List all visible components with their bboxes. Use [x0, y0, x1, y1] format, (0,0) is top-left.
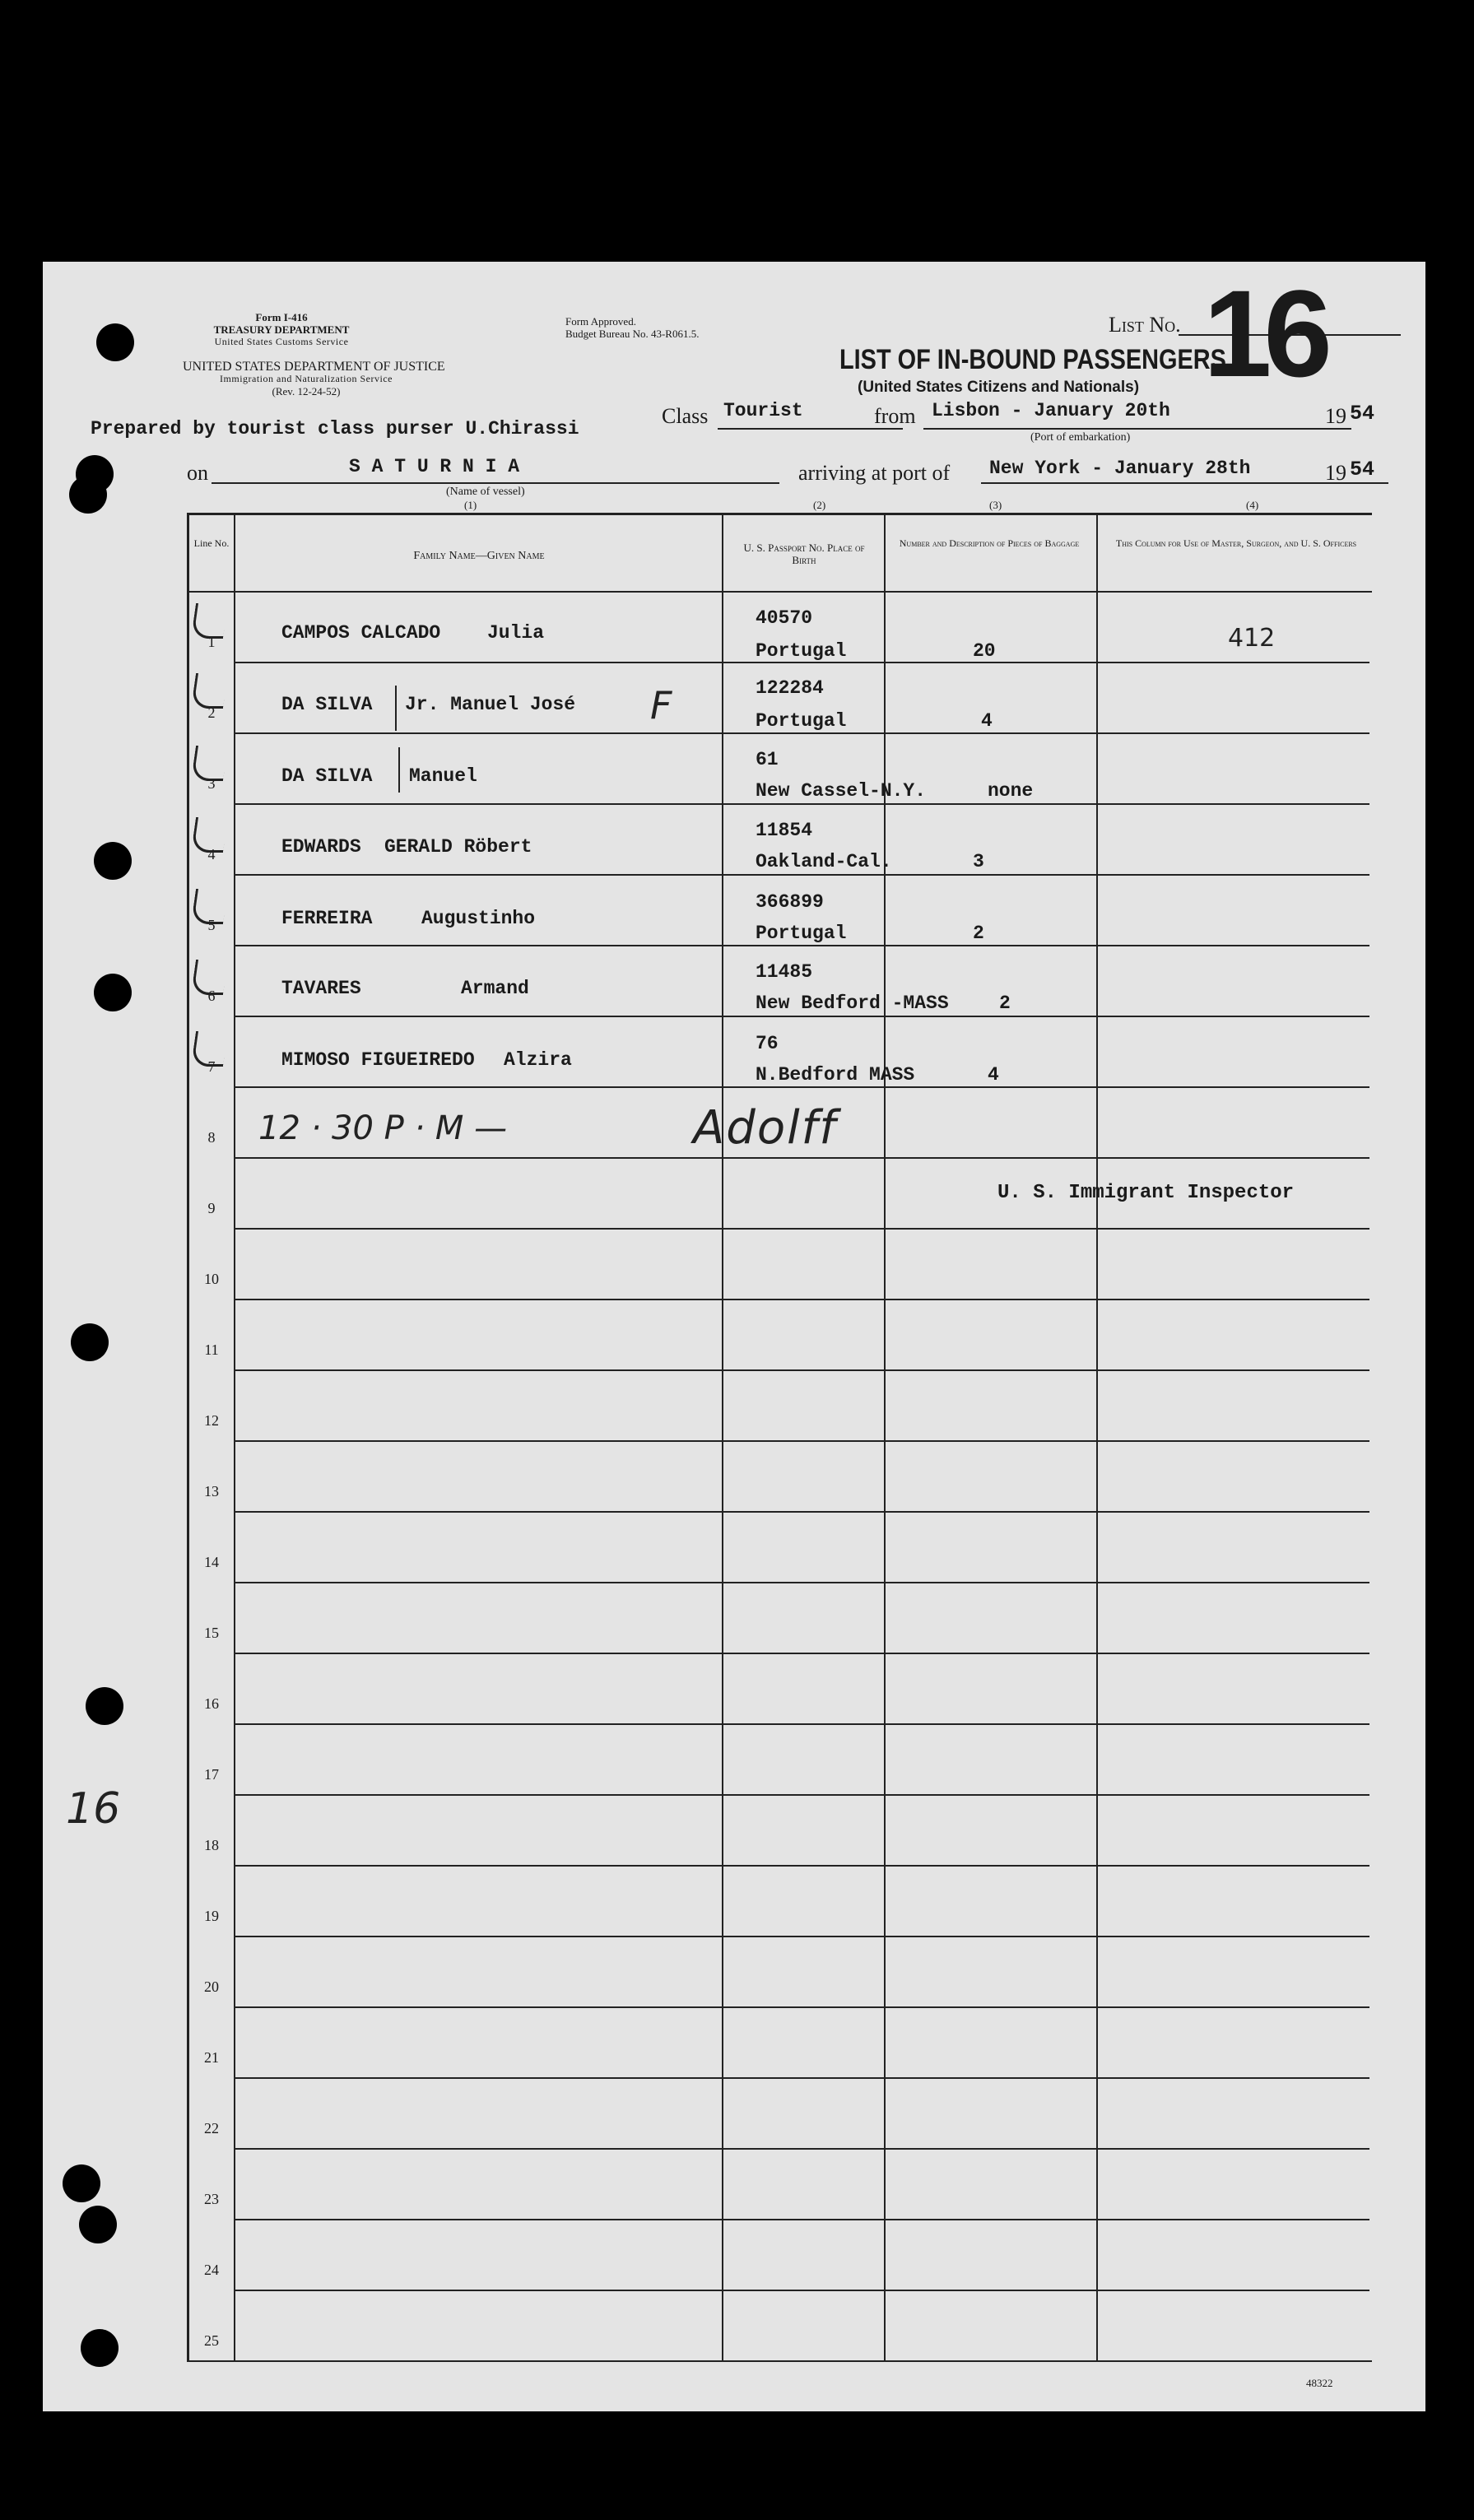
- birthplace: Oakland-Cal.: [756, 851, 892, 872]
- from-underline: [923, 428, 1351, 430]
- line-number: 2: [207, 704, 216, 721]
- check-mark-icon: [191, 746, 228, 781]
- signature-time: 12 · 30 P · M —: [258, 1109, 508, 1147]
- line-number: 14: [204, 1554, 219, 1570]
- punch-hole: [79, 2206, 117, 2243]
- header-line-no: Line No.: [193, 537, 230, 549]
- prepared-by: Prepared by tourist class purser U.Chirassi: [91, 418, 579, 439]
- treasury-label: TREASURY DEPARTMENT: [213, 323, 350, 336]
- row-divider: [234, 2219, 1369, 2220]
- passport-number: 40570: [756, 607, 813, 629]
- table-bottom-border: [187, 2360, 1372, 2362]
- header-name: Family Name—Given Name: [413, 550, 545, 562]
- table-top-border: [187, 513, 1372, 515]
- birthplace: Portugal: [756, 710, 847, 732]
- column-divider: [1096, 513, 1098, 2360]
- passenger-family-name: MIMOSO FIGUEIREDO: [281, 1049, 475, 1071]
- handwritten-mark: F: [650, 683, 672, 728]
- year-prefix-1: 19: [1325, 404, 1346, 428]
- from-value: Lisbon - January 20th: [932, 400, 1170, 421]
- revision-label: (Rev. 12-24-52): [272, 385, 341, 398]
- baggage-count: 2: [973, 923, 984, 944]
- passenger-given-name: Manuel: [409, 765, 477, 787]
- line-number: 5: [207, 917, 216, 933]
- officer-note: 412: [1228, 624, 1276, 653]
- column-divider: [722, 513, 723, 2360]
- punch-hole: [69, 476, 107, 514]
- row-divider: [234, 1157, 1369, 1159]
- approval-block: [565, 315, 699, 340]
- baggage-count: 3: [973, 851, 984, 872]
- line-number: 6: [207, 988, 216, 1004]
- approved-label: Form Approved.: [565, 315, 636, 328]
- on-label: on: [187, 461, 208, 485]
- row-divider: [234, 1016, 1369, 1017]
- class-value: Tourist: [723, 400, 803, 421]
- row-divider: [234, 874, 1369, 876]
- line-number: 8: [207, 1129, 216, 1146]
- list-number: 16: [1203, 264, 1324, 402]
- row-divider: [234, 1723, 1369, 1725]
- line-number: 13: [204, 1483, 219, 1499]
- punch-hole: [81, 2329, 119, 2367]
- line-number: 21: [204, 2049, 219, 2066]
- row-divider: [234, 1369, 1369, 1371]
- check-mark-icon: [191, 889, 228, 924]
- check-mark-icon: [191, 817, 228, 853]
- header-baggage: Number and Description of Pieces of Baggage: [899, 537, 1080, 549]
- punch-hole: [71, 1323, 109, 1361]
- passport-number: 11854: [756, 820, 813, 841]
- arriving-label: arriving at port of: [798, 461, 951, 485]
- row-divider: [234, 1228, 1369, 1230]
- vessel-name: S A T U R N I A: [349, 456, 520, 477]
- passenger-given-name: GERALD Röbert: [384, 836, 532, 858]
- passenger-given-name: Jr. Manuel José: [405, 694, 576, 715]
- passenger-family-name: DA SILVA: [281, 765, 373, 787]
- line-number: 9: [207, 1200, 216, 1216]
- arriving-underline: [981, 482, 1351, 484]
- check-mark-icon: [191, 603, 228, 639]
- passenger-family-name: EDWARDS: [281, 836, 361, 858]
- baggage-count: none: [988, 780, 1034, 802]
- row-divider: [234, 2077, 1369, 2079]
- form-number: Form I-416: [255, 311, 308, 323]
- list-no-label: List No.: [1109, 313, 1181, 337]
- header-officers: This Column for Use of Master, Surgeon, and U. S. Officers: [1115, 537, 1357, 549]
- year-prefix-2: 19: [1325, 461, 1346, 485]
- line-number: 12: [204, 1412, 219, 1429]
- line-number: 19: [204, 1908, 219, 1924]
- class-label: Class: [662, 404, 709, 428]
- line-number: 4: [207, 846, 216, 862]
- port-embark-caption: (Port of embarkation): [1030, 431, 1131, 444]
- check-mark-icon: [191, 960, 228, 995]
- row-divider: [234, 1086, 1369, 1088]
- vessel-underline: [212, 482, 779, 484]
- row-divider: [234, 662, 1369, 663]
- row-divider: [234, 2290, 1369, 2291]
- arriving-value: New York - January 28th: [989, 458, 1251, 479]
- row-divider: [234, 1440, 1369, 1442]
- inspector-title: U. S. Immigrant Inspector: [997, 1182, 1295, 1204]
- punch-hole: [63, 2164, 100, 2202]
- punch-hole: [86, 1687, 123, 1725]
- line-number: 23: [204, 2191, 219, 2207]
- row-divider: [234, 1794, 1369, 1796]
- line-number: 11: [204, 1341, 219, 1358]
- row-divider: [234, 2148, 1369, 2150]
- form-subtitle: (United States Citizens and Nationals): [858, 379, 1140, 396]
- row-divider: [234, 1653, 1369, 1654]
- punch-hole: [94, 842, 132, 880]
- punch-hole: [94, 974, 132, 1011]
- line-number: 15: [204, 1625, 219, 1641]
- justice-block: [183, 360, 445, 398]
- passport-number: 122284: [756, 677, 824, 699]
- line-number: 18: [204, 1837, 219, 1853]
- line-number: 22: [204, 2120, 219, 2136]
- check-mark-icon: [191, 673, 228, 709]
- birthplace: New Bedford -MASS: [756, 993, 949, 1014]
- customs-label: United States Customs Service: [214, 336, 349, 347]
- row-divider: [234, 803, 1369, 805]
- line-number: 20: [204, 1978, 219, 1995]
- budget-label: Budget Bureau No. 43-R061.5.: [565, 328, 700, 340]
- line-number: 10: [204, 1271, 219, 1287]
- header-passport: U. S. Passport No. Place of Birth: [743, 542, 865, 566]
- year-value-2: 54: [1350, 458, 1375, 481]
- passenger-given-name: Alzira: [504, 1049, 572, 1071]
- row-divider: [234, 1936, 1369, 1937]
- row-divider: [234, 945, 1369, 946]
- passport-number: 61: [756, 749, 779, 770]
- line-number: 16: [204, 1695, 219, 1712]
- col4-number: (4): [1246, 499, 1259, 511]
- inspector-signature: Adolff: [693, 1101, 838, 1155]
- birthplace: N.Bedford MASS: [756, 1064, 915, 1086]
- passenger-given-name: Augustinho: [421, 908, 536, 929]
- form-sheet: [43, 262, 1425, 2411]
- justice-label: UNITED STATES DEPARTMENT OF JUSTICE: [183, 360, 445, 374]
- punch-hole: [96, 323, 134, 361]
- col3-number: (3): [989, 499, 1002, 511]
- birthplace: Portugal: [756, 640, 847, 662]
- col1-number: (1): [464, 499, 477, 511]
- birthplace: Portugal: [756, 923, 847, 944]
- passport-number: 366899: [756, 891, 824, 913]
- row-divider: [234, 2006, 1369, 2008]
- passport-number: 11485: [756, 961, 813, 983]
- ins-label: Immigration and Naturalization Service: [220, 373, 393, 384]
- baggage-count: 2: [999, 993, 1011, 1014]
- row-divider: [234, 1865, 1369, 1867]
- passenger-family-name: FERREIRA: [281, 908, 373, 929]
- name-separator: [398, 747, 400, 793]
- line-number: 24: [204, 2262, 219, 2278]
- check-mark-icon: [191, 1031, 228, 1067]
- line-number: 17: [204, 1766, 219, 1783]
- col2-number: (2): [813, 499, 826, 511]
- line-number: 7: [207, 1058, 216, 1075]
- baggage-count: 4: [988, 1064, 999, 1086]
- passenger-given-name: Armand: [461, 978, 529, 999]
- line-number: 1: [207, 634, 216, 650]
- year-value-1: 54: [1350, 402, 1375, 425]
- birthplace: New Cassel-N.Y.: [756, 780, 927, 802]
- passenger-family-name: TAVARES: [281, 978, 361, 999]
- year-underline: [1318, 482, 1388, 484]
- baggage-count: 4: [981, 710, 993, 732]
- form-title: LIST OF IN-BOUND PASSENGERS: [839, 344, 1226, 375]
- baggage-count: 20: [973, 640, 996, 662]
- row-divider: [234, 1299, 1369, 1300]
- header-bottom-border: [187, 591, 1372, 593]
- footer-code: 48322: [1306, 2377, 1333, 2389]
- row-divider: [234, 1582, 1369, 1583]
- vessel-caption: (Name of vessel): [446, 486, 525, 498]
- row-divider: [234, 732, 1369, 734]
- passport-number: 76: [756, 1033, 779, 1054]
- passenger-family-name: DA SILVA: [281, 694, 373, 715]
- line-number: 3: [207, 775, 216, 792]
- margin-note: 16: [66, 1784, 121, 1834]
- line-number: 25: [204, 2332, 219, 2349]
- passenger-family-name: CAMPOS CALCADO: [281, 622, 441, 644]
- row-divider: [234, 1511, 1369, 1513]
- form-agency-block: [183, 311, 380, 348]
- passenger-given-name: Julia: [487, 622, 545, 644]
- from-label: from: [874, 404, 916, 428]
- name-separator: [395, 686, 397, 731]
